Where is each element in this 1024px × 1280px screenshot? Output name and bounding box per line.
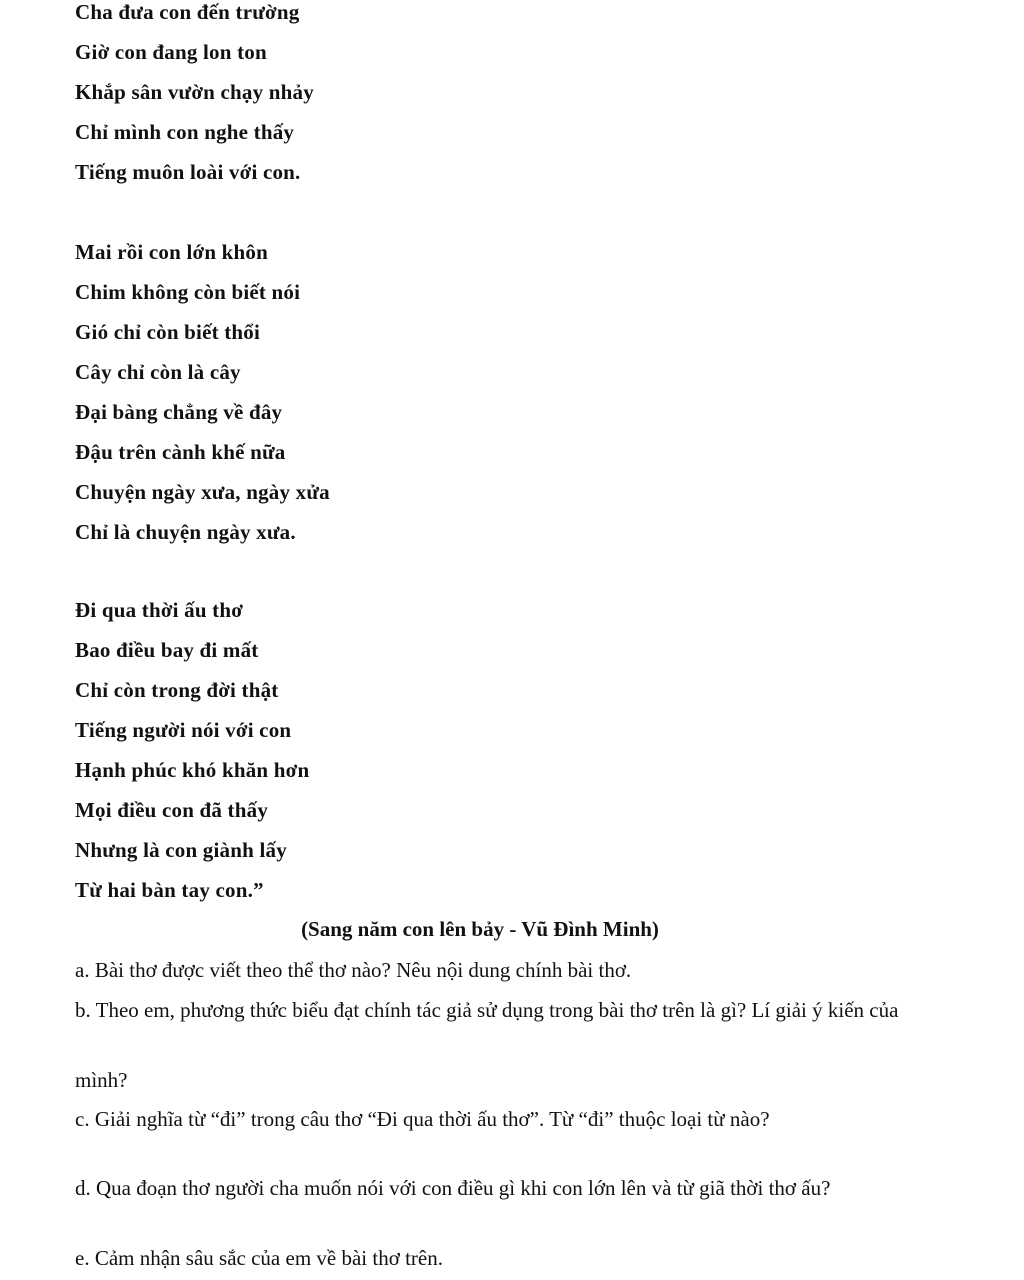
poem-line: Tiếng muôn loài với con.	[75, 160, 301, 184]
poem-line: Giờ con đang lon ton	[75, 40, 267, 64]
poem-line: Nhưng là con giành lấy	[75, 838, 287, 862]
poem-line: Cây chỉ còn là cây	[75, 360, 241, 384]
poem-line: Chỉ là chuyện ngày xưa.	[75, 520, 296, 544]
poem-line: Chỉ còn trong đời thật	[75, 678, 279, 702]
poem-line: Tiếng người nói với con	[75, 718, 292, 742]
poem-line: Mọi điều con đã thấy	[75, 798, 269, 822]
poem-line: Cha đưa con đến trường	[75, 0, 300, 24]
question-d: d. Qua đoạn thơ người cha muốn nói với con điều gì khi con lớn lên và từ giã thời thơ ấu?	[75, 1176, 831, 1200]
question-e: e. Cảm nhận sâu sắc của em về bài thơ trên.	[75, 1246, 443, 1270]
poem-line: Gió chỉ còn biết thổi	[75, 320, 261, 344]
poem-line: Từ hai bàn tay con.”	[75, 878, 264, 902]
question-c: c. Giải nghĩa từ “đi” trong câu thơ “Đi qua thời ấu thơ”. Từ “đi” thuộc loại từ nào?	[75, 1107, 770, 1131]
poem-line: Đi qua thời ấu thơ	[75, 598, 244, 622]
poem-line: Khắp sân vườn chạy nhảy	[75, 80, 314, 104]
poem-line: Hạnh phúc khó khăn hơn	[75, 758, 310, 782]
question-a: a. Bài thơ được viết theo thể thơ nào? Nêu nội dung chính bài thơ.	[75, 958, 632, 982]
poem-line: Chỉ mình con nghe thấy	[75, 120, 295, 144]
question-b: b. Theo em, phương thức biểu đạt chính tác giả sử dụng trong bài thơ trên là gì? Lí giải ý kiến của	[75, 998, 899, 1022]
poem-line: Đậu trên cành khế nữa	[75, 440, 286, 464]
poem-line: Bao điều bay đi mất	[75, 638, 259, 662]
poem-line: Chuyện ngày xưa, ngày xửa	[75, 480, 330, 504]
poem-source: (Sang năm con lên bảy - Vũ Đình Minh)	[301, 917, 659, 941]
poem-line: Mai rồi con lớn khôn	[75, 240, 268, 264]
poem-line: Đại bàng chẳng về đây	[75, 400, 283, 424]
question-b-continuation: mình?	[75, 1068, 128, 1092]
poem-line: Chim không còn biết nói	[75, 280, 301, 304]
